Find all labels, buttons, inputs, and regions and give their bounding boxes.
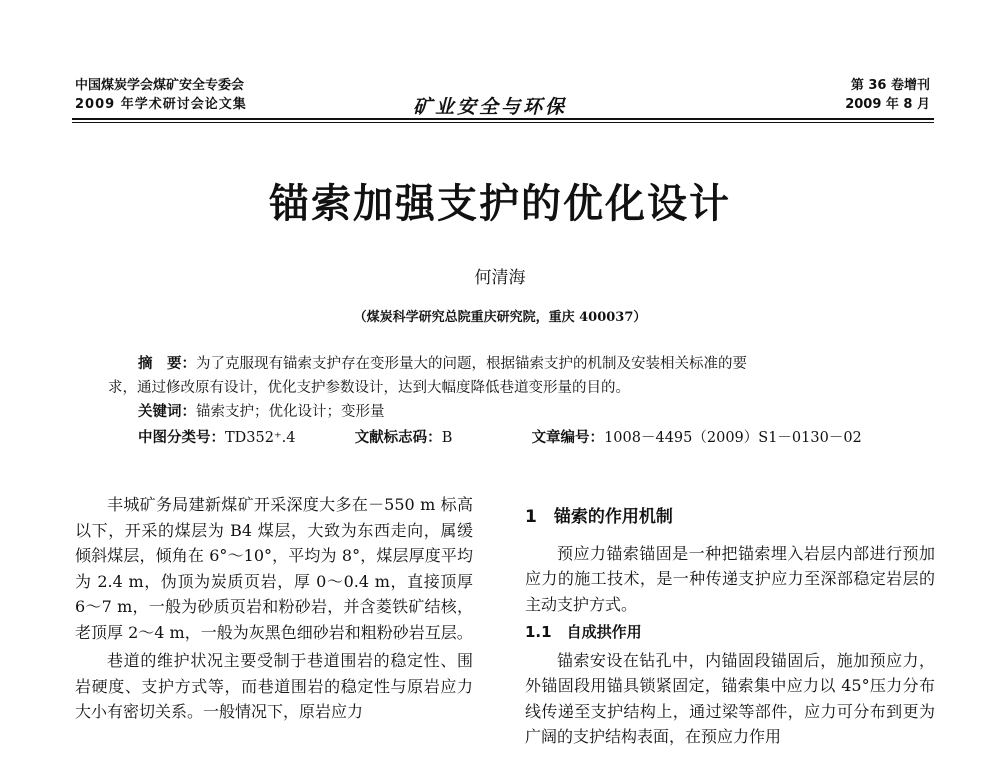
section-heading-1: 1 锚索的作用机制 (525, 507, 673, 527)
keywords-label: 关键词： (138, 404, 196, 420)
article-no-label: 文章编号： (531, 430, 605, 446)
keywords-text: 锚索支护；优化设计；变形量 (196, 404, 385, 420)
header-rule-bottom (72, 122, 934, 123)
paper-author: 何清海 (474, 268, 526, 288)
keywords-line (108, 400, 923, 424)
right-column (525, 505, 935, 750)
abstract-text-2: 求，通过修改原有设计，优化支护参数设计，达到大幅度降低巷道变形量的目的。 (108, 380, 630, 396)
article-no-value: 1008－4495（2009）S1－0130－02 (604, 430, 862, 446)
left-column (75, 492, 473, 725)
header-rule-top (72, 118, 934, 120)
clc-value: TD352⁺.4 (225, 430, 296, 446)
header-proceedings: 2009 年学术研讨会论文集 (75, 97, 247, 112)
header-conference: 中国煤炭学会煤矿安全专委会 (75, 78, 245, 93)
abstract-text-1: 为了克服现有锚索支护存在变形量大的问题，根据锚索支护的机制及安装相关标准的要 (196, 356, 747, 372)
paper-affiliation: （煤炭科学研究总院重庆研究院，重庆 400037） (353, 310, 647, 325)
right-paragraph-2: 锚索安设在钻孔中，内锚固段锚固后，施加预应力，外锚固段用锚具锁紧固定，锚索集中应力以 45°压力分布线传递至支护结构上，通过梁等部件，应力可分布到更为广阔的支护结构表面，在预应力作用 (525, 650, 935, 746)
left-paragraph-1: 丰城矿务局建新煤矿开采深度大多在－550 m 标高以下，开采的煤层为 B4 煤层，大致为东西走向，属缓倾斜煤层，倾角在 6°～10°，平均为 8°，煤层厚度平均为 2.4 m，伪顶为炭质页岩，厚 0～0.4 m，直接顶厚 6～7 m，一般为砂质页岩和粉砂岩，并含菱铁矿结核，老顶厚 2～4 m，一般为灰黑色细砂岩和粗粉砂岩互层。 (75, 495, 473, 642)
doc-code-value: B (441, 430, 453, 446)
journal-name: 矿业安全与环保 (413, 96, 568, 118)
clc-label: 中图分类号： (138, 430, 225, 446)
abstract-block (108, 352, 923, 450)
paper-title: 锚索加强支护的优化设计 (269, 181, 731, 227)
classification-line (108, 426, 923, 450)
header-date: 2009 年 8 月 (845, 97, 930, 112)
left-paragraph-2: 巷道的维护状况主要受制于巷道围岩的稳定性、围岩硬度、支护方式等，而巷道围岩的稳定性与原岩应力大小有密切关系。一般情况下，原岩应力 (75, 651, 473, 721)
abstract-line-1 (108, 352, 923, 376)
abstract-line-2 (108, 376, 923, 400)
right-paragraph-1: 预应力锚索锚固是一种把锚索埋入岩层内部进行预加应力的施工技术，是一种传递支护应力至深部稳定岩层的主动支护方式。 (525, 543, 935, 614)
header-volume: 第 36 卷增刊 (850, 78, 930, 93)
doc-code-label: 文献标志码： (354, 430, 442, 446)
section-heading-1-1: 1.1 自成拱作用 (525, 623, 642, 641)
abstract-label: 摘 要： (138, 356, 196, 372)
